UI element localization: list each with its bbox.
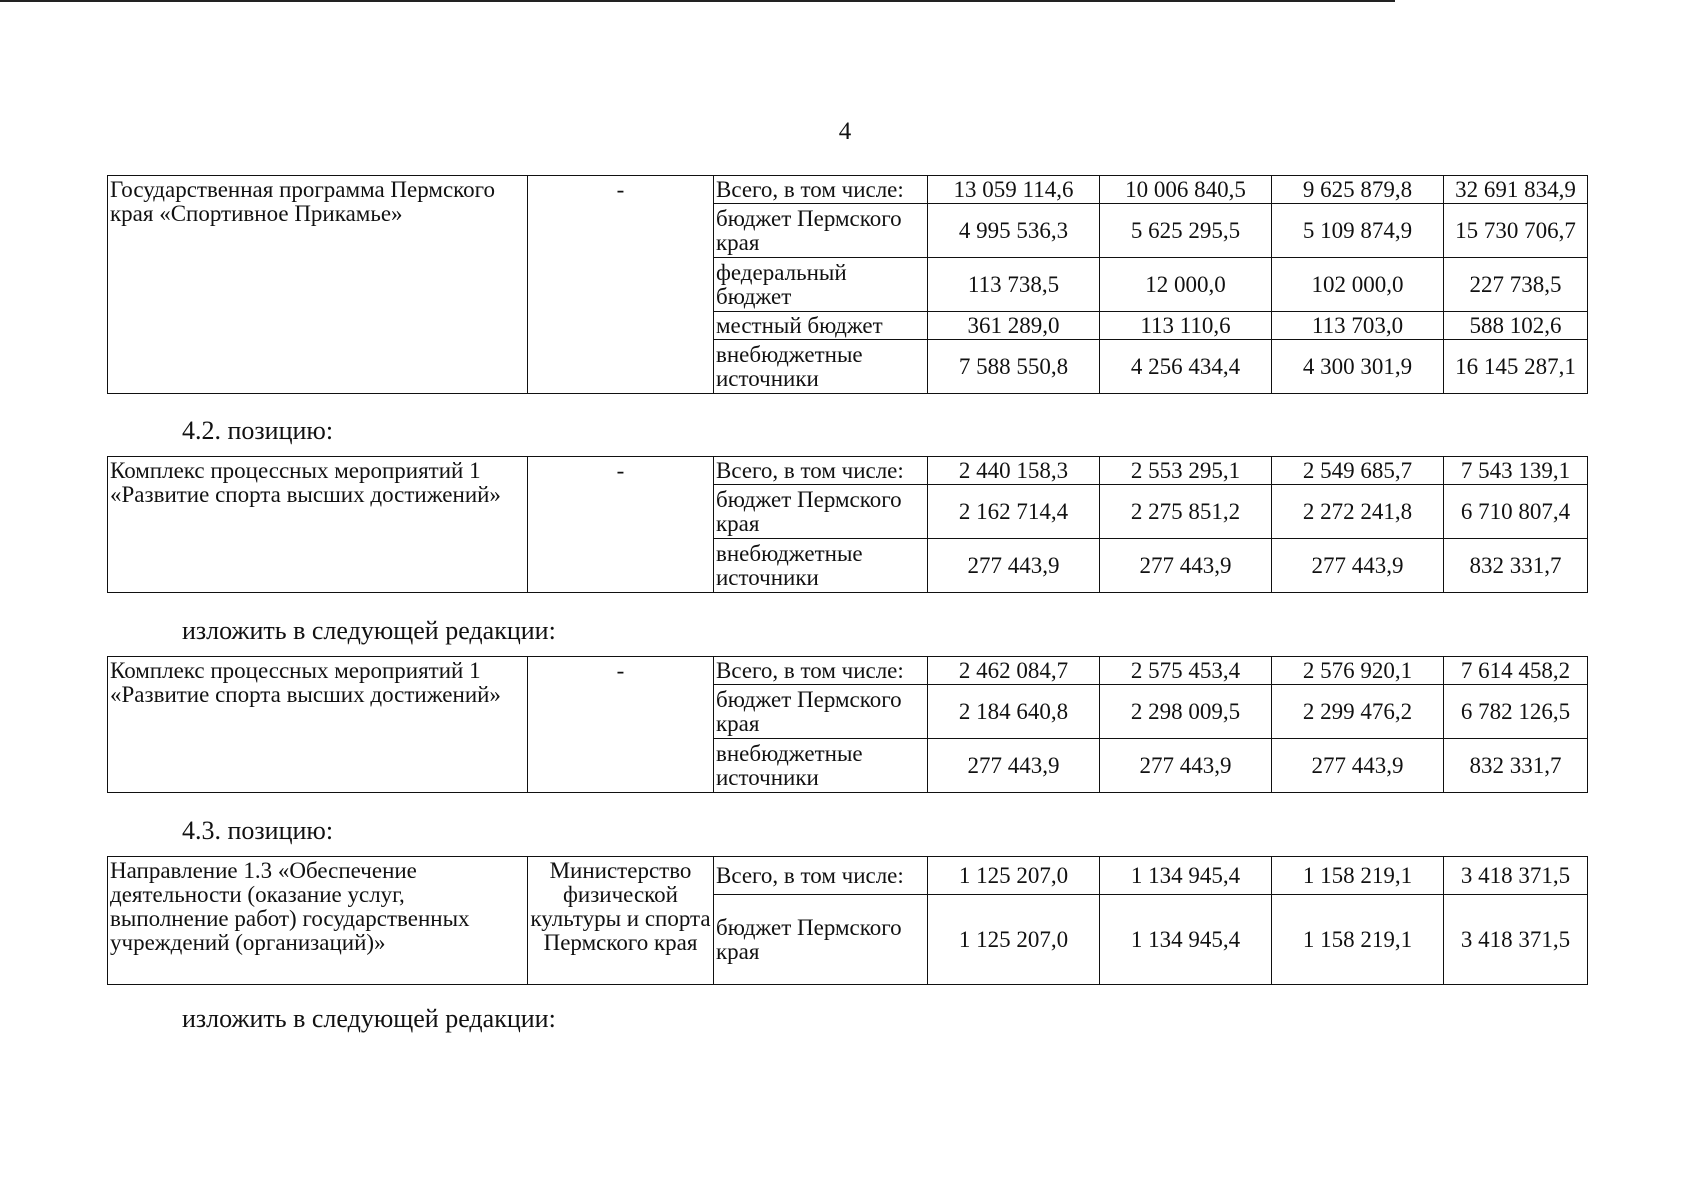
responsible-executor-cell: - <box>528 657 714 793</box>
funding-source-cell: Всего, в том числе: <box>714 457 928 485</box>
funding-source-cell: Всего, в том числе: <box>714 176 928 204</box>
funding-source-cell: бюджет Пермского края <box>714 895 928 985</box>
total-value-cell: 227 738,5 <box>1444 258 1588 312</box>
responsible-executor-cell: - <box>528 457 714 593</box>
funding-source-cell: внебюджетные источники <box>714 340 928 394</box>
year-2-value-cell: 2 275 851,2 <box>1100 485 1272 539</box>
year-3-value-cell: 277 443,9 <box>1272 539 1444 593</box>
year-3-value-cell: 2 299 476,2 <box>1272 685 1444 739</box>
year-2-value-cell: 5 625 295,5 <box>1100 204 1272 258</box>
table-complex-new <box>107 656 1588 793</box>
position-name-cell: Комплекс процессных мероприятий 1 «Развитие спорта высших достижений» <box>108 457 528 593</box>
heading-new-edition-1: изложить в следующей редакции: <box>182 616 556 645</box>
year-2-value-cell: 113 110,6 <box>1100 312 1272 340</box>
responsible-executor-cell: - <box>528 176 714 394</box>
year-2-value-cell: 277 443,9 <box>1100 739 1272 793</box>
heading-position-4-3: 4.3. позицию: <box>182 816 334 845</box>
year-3-value-cell: 277 443,9 <box>1272 739 1444 793</box>
total-value-cell: 6 710 807,4 <box>1444 485 1588 539</box>
year-1-value-cell: 13 059 114,6 <box>928 176 1100 204</box>
year-1-value-cell: 113 738,5 <box>928 258 1100 312</box>
table-row <box>108 857 1588 895</box>
total-value-cell: 7 543 139,1 <box>1444 457 1588 485</box>
year-3-value-cell: 4 300 301,9 <box>1272 340 1444 394</box>
responsible-executor-cell: Министерство физической культуры и спорта Пермского края <box>528 857 714 985</box>
year-1-value-cell: 1 125 207,0 <box>928 895 1100 985</box>
total-value-cell: 3 418 371,5 <box>1444 857 1588 895</box>
year-2-value-cell: 10 006 840,5 <box>1100 176 1272 204</box>
table-row <box>108 457 1588 485</box>
year-1-value-cell: 361 289,0 <box>928 312 1100 340</box>
total-value-cell: 15 730 706,7 <box>1444 204 1588 258</box>
year-1-value-cell: 2 462 084,7 <box>928 657 1100 685</box>
page-number: 4 <box>838 118 852 145</box>
funding-source-cell: внебюджетные источники <box>714 539 928 593</box>
year-3-value-cell: 113 703,0 <box>1272 312 1444 340</box>
year-2-value-cell: 1 134 945,4 <box>1100 857 1272 895</box>
total-value-cell: 6 782 126,5 <box>1444 685 1588 739</box>
funding-source-cell: бюджет Пермского края <box>714 685 928 739</box>
year-1-value-cell: 277 443,9 <box>928 739 1100 793</box>
total-value-cell: 832 331,7 <box>1444 739 1588 793</box>
year-1-value-cell: 1 125 207,0 <box>928 857 1100 895</box>
top-border-line <box>0 0 1395 2</box>
year-3-value-cell: 2 549 685,7 <box>1272 457 1444 485</box>
year-2-value-cell: 1 134 945,4 <box>1100 895 1272 985</box>
year-1-value-cell: 277 443,9 <box>928 539 1100 593</box>
total-value-cell: 32 691 834,9 <box>1444 176 1588 204</box>
table-direction-1-3 <box>107 856 1588 985</box>
year-1-value-cell: 4 995 536,3 <box>928 204 1100 258</box>
position-name-cell: Государственная программа Пермского края «Спортивное Прикамье» <box>108 176 528 394</box>
funding-source-cell: бюджет Пермского края <box>714 204 928 258</box>
funding-source-cell: внебюджетные источники <box>714 739 928 793</box>
total-value-cell: 16 145 287,1 <box>1444 340 1588 394</box>
year-2-value-cell: 2 553 295,1 <box>1100 457 1272 485</box>
funding-source-cell: федеральный бюджет <box>714 258 928 312</box>
year-2-value-cell: 4 256 434,4 <box>1100 340 1272 394</box>
funding-source-cell: Всего, в том числе: <box>714 657 928 685</box>
year-3-value-cell: 2 272 241,8 <box>1272 485 1444 539</box>
position-name-cell: Комплекс процессных мероприятий 1 «Развитие спорта высших достижений» <box>108 657 528 793</box>
year-3-value-cell: 102 000,0 <box>1272 258 1444 312</box>
heading-position-4-2: 4.2. позицию: <box>182 416 334 445</box>
year-1-value-cell: 2 162 714,4 <box>928 485 1100 539</box>
table-row <box>108 176 1588 204</box>
total-value-cell: 832 331,7 <box>1444 539 1588 593</box>
year-3-value-cell: 2 576 920,1 <box>1272 657 1444 685</box>
year-3-value-cell: 1 158 219,1 <box>1272 895 1444 985</box>
year-3-value-cell: 9 625 879,8 <box>1272 176 1444 204</box>
year-1-value-cell: 2 440 158,3 <box>928 457 1100 485</box>
table-state-program <box>107 175 1588 394</box>
total-value-cell: 588 102,6 <box>1444 312 1588 340</box>
year-3-value-cell: 5 109 874,9 <box>1272 204 1444 258</box>
funding-source-cell: Всего, в том числе: <box>714 857 928 895</box>
year-2-value-cell: 277 443,9 <box>1100 539 1272 593</box>
year-1-value-cell: 7 588 550,8 <box>928 340 1100 394</box>
position-name-cell: Направление 1.3 «Обеспечение деятельности (оказание услуг, выполнение работ) государственных учреждений (организаций)» <box>108 857 528 985</box>
table-row <box>108 657 1588 685</box>
total-value-cell: 3 418 371,5 <box>1444 895 1588 985</box>
year-2-value-cell: 12 000,0 <box>1100 258 1272 312</box>
year-2-value-cell: 2 298 009,5 <box>1100 685 1272 739</box>
heading-new-edition-2: изложить в следующей редакции: <box>182 1004 556 1033</box>
year-3-value-cell: 1 158 219,1 <box>1272 857 1444 895</box>
year-2-value-cell: 2 575 453,4 <box>1100 657 1272 685</box>
funding-source-cell: бюджет Пермского края <box>714 485 928 539</box>
table-complex-old <box>107 456 1588 593</box>
total-value-cell: 7 614 458,2 <box>1444 657 1588 685</box>
year-1-value-cell: 2 184 640,8 <box>928 685 1100 739</box>
funding-source-cell: местный бюджет <box>714 312 928 340</box>
